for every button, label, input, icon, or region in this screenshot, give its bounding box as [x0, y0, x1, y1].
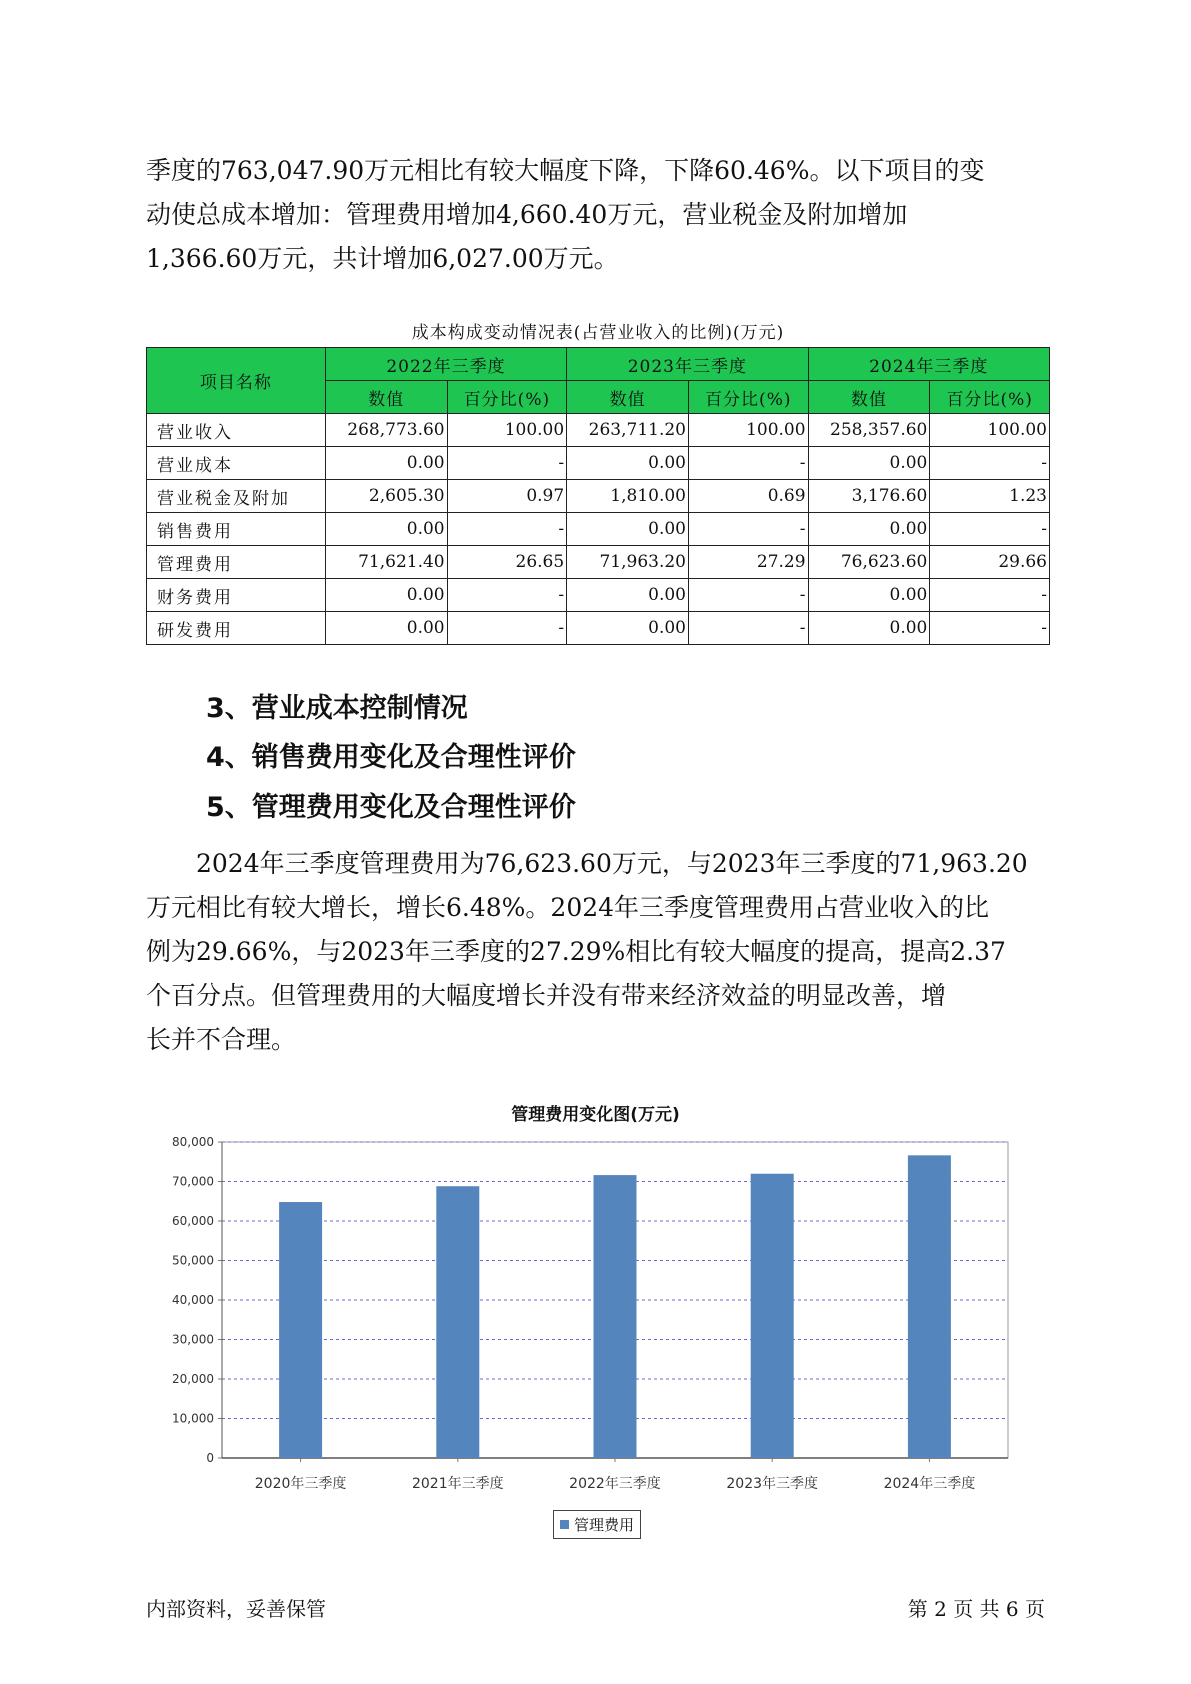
- y-tick-label: 30,000: [172, 1332, 214, 1347]
- section-heading-4: 4、销售费用变化及合理性评价: [206, 742, 576, 773]
- table-cell: 29.66: [930, 546, 1050, 579]
- legend-label: 管理费用: [574, 1516, 635, 1534]
- row-label: 财务费用: [147, 579, 326, 612]
- x-tick-label: 2021年三季度: [411, 1476, 504, 1492]
- table-cell: 268,773.60: [325, 414, 447, 447]
- row-label: 营业收入: [147, 414, 326, 447]
- bar: [908, 1155, 951, 1458]
- footer-page-number: 第 2 页 共 6 页: [907, 1597, 1045, 1621]
- chart-title: 管理费用变化图(万元): [511, 1105, 680, 1125]
- subheader-pct: 百分比(%): [447, 381, 567, 414]
- bar: [279, 1202, 322, 1458]
- table-cell: 0.00: [808, 513, 930, 546]
- x-tick-label: 2024年三季度: [883, 1476, 976, 1492]
- table-cell: -: [689, 513, 809, 546]
- y-tick-label: 40,000: [172, 1293, 214, 1307]
- section-heading-5: 5、管理费用变化及合理性评价: [206, 792, 576, 823]
- table-cell: 100.00: [447, 414, 567, 447]
- table-cell: 258,357.60: [808, 414, 930, 447]
- table-cell: -: [930, 513, 1050, 546]
- analysis-line: 个百分点。但管理费用的大幅度增长并没有带来经济效益的明显改善，增: [146, 981, 947, 1010]
- table-caption: 成本构成变动情况表(占营业收入的比例)(万元): [411, 323, 785, 343]
- table-cell: 0.00: [567, 513, 689, 546]
- table-cell: -: [689, 612, 809, 645]
- intro-line: 季度的763,047.90万元相比有较大幅度下降，下降60.46%。以下项目的变: [146, 156, 985, 185]
- header-item-name: 项目名称: [147, 348, 326, 414]
- table-cell: 0.00: [325, 612, 447, 645]
- table-cell: 0.00: [325, 447, 447, 480]
- table-cell: -: [447, 579, 567, 612]
- table-cell: 263,711.20: [567, 414, 689, 447]
- table-cell: 0.97: [447, 480, 567, 513]
- table-cell: 1,810.00: [567, 480, 689, 513]
- subheader-value: 数值: [808, 381, 930, 414]
- y-tick-label: 0: [206, 1451, 214, 1465]
- y-tick-label: 20,000: [172, 1372, 214, 1386]
- row-label: 销售费用: [147, 513, 326, 546]
- table-cell: -: [447, 513, 567, 546]
- row-label: 研发费用: [147, 612, 326, 645]
- table-cell: 3,176.60: [808, 480, 930, 513]
- subheader-value: 数值: [325, 381, 447, 414]
- analysis-line: 例为29.66%，与2023年三季度的27.29%相比有较大幅度的提高，提高2.37: [146, 937, 1006, 966]
- x-tick-label: 2020年三季度: [254, 1476, 347, 1492]
- section-heading-3: 3、营业成本控制情况: [206, 693, 468, 724]
- table-cell: 0.00: [567, 612, 689, 645]
- table-cell: 71,963.20: [567, 546, 689, 579]
- row-label: 营业税金及附加: [147, 480, 326, 513]
- y-tick-label: 70,000: [172, 1174, 214, 1189]
- intro-line: 动使总成本增加：管理费用增加4,660.40万元，营业税金及附加增加: [146, 200, 908, 229]
- header-period: 2024年三季度: [808, 348, 1049, 381]
- subheader-pct: 百分比(%): [930, 381, 1050, 414]
- table-cell: 0.00: [567, 579, 689, 612]
- table-cell: -: [689, 579, 809, 612]
- table-cell: 100.00: [930, 414, 1050, 447]
- y-tick-label: 60,000: [172, 1214, 214, 1228]
- table-cell: 0.00: [808, 447, 930, 480]
- table-cell: -: [930, 579, 1050, 612]
- footer-confidential: 内部资料，妥善保管: [146, 1597, 326, 1621]
- table-cell: 26.65: [447, 546, 567, 579]
- table-cell: -: [689, 447, 809, 480]
- table-cell: -: [447, 447, 567, 480]
- header-period: 2023年三季度: [567, 348, 808, 381]
- table-cell: 0.69: [689, 480, 809, 513]
- header-period: 2022年三季度: [325, 348, 566, 381]
- x-tick-label: 2023年三季度: [726, 1476, 819, 1492]
- table-cell: 0.00: [567, 447, 689, 480]
- table-cell: 0.00: [325, 579, 447, 612]
- table-cell: 0.00: [325, 513, 447, 546]
- y-tick-label: 10,000: [172, 1411, 214, 1426]
- subheader-pct: 百分比(%): [689, 381, 809, 414]
- analysis-line: 万元相比有较大增长，增长6.48%。2024年三季度管理费用占营业收入的比: [146, 893, 990, 922]
- table-cell: -: [930, 447, 1050, 480]
- analysis-line: 长并不合理。: [146, 1025, 297, 1054]
- table-cell: 2,605.30: [325, 480, 447, 513]
- bar: [594, 1175, 637, 1458]
- table-cell: 27.29: [689, 546, 809, 579]
- row-label: 管理费用: [147, 546, 326, 579]
- intro-line: 1,366.60万元，共计增加6,027.00万元。: [146, 244, 619, 273]
- bar: [436, 1186, 479, 1458]
- table-cell: 1.23: [930, 480, 1050, 513]
- bar: [751, 1174, 794, 1458]
- table-cell: 100.00: [689, 414, 809, 447]
- y-tick-label: 80,000: [172, 1135, 214, 1149]
- table-cell: 71,621.40: [325, 546, 447, 579]
- table-cell: -: [447, 612, 567, 645]
- analysis-line: 2024年三季度管理费用为76,623.60万元，与2023年三季度的71,963.20: [196, 849, 1028, 878]
- table-cell: -: [930, 612, 1050, 645]
- chart-legend: [553, 1510, 641, 1539]
- table-cell: 0.00: [808, 579, 930, 612]
- row-label: 营业成本: [147, 447, 326, 480]
- x-tick-label: 2022年三季度: [569, 1476, 661, 1492]
- legend-swatch-icon: [560, 1520, 569, 1529]
- table-cell: 76,623.60: [808, 546, 930, 579]
- subheader-value: 数值: [567, 381, 689, 414]
- y-tick-label: 50,000: [172, 1253, 214, 1268]
- table-cell: 0.00: [808, 612, 930, 645]
